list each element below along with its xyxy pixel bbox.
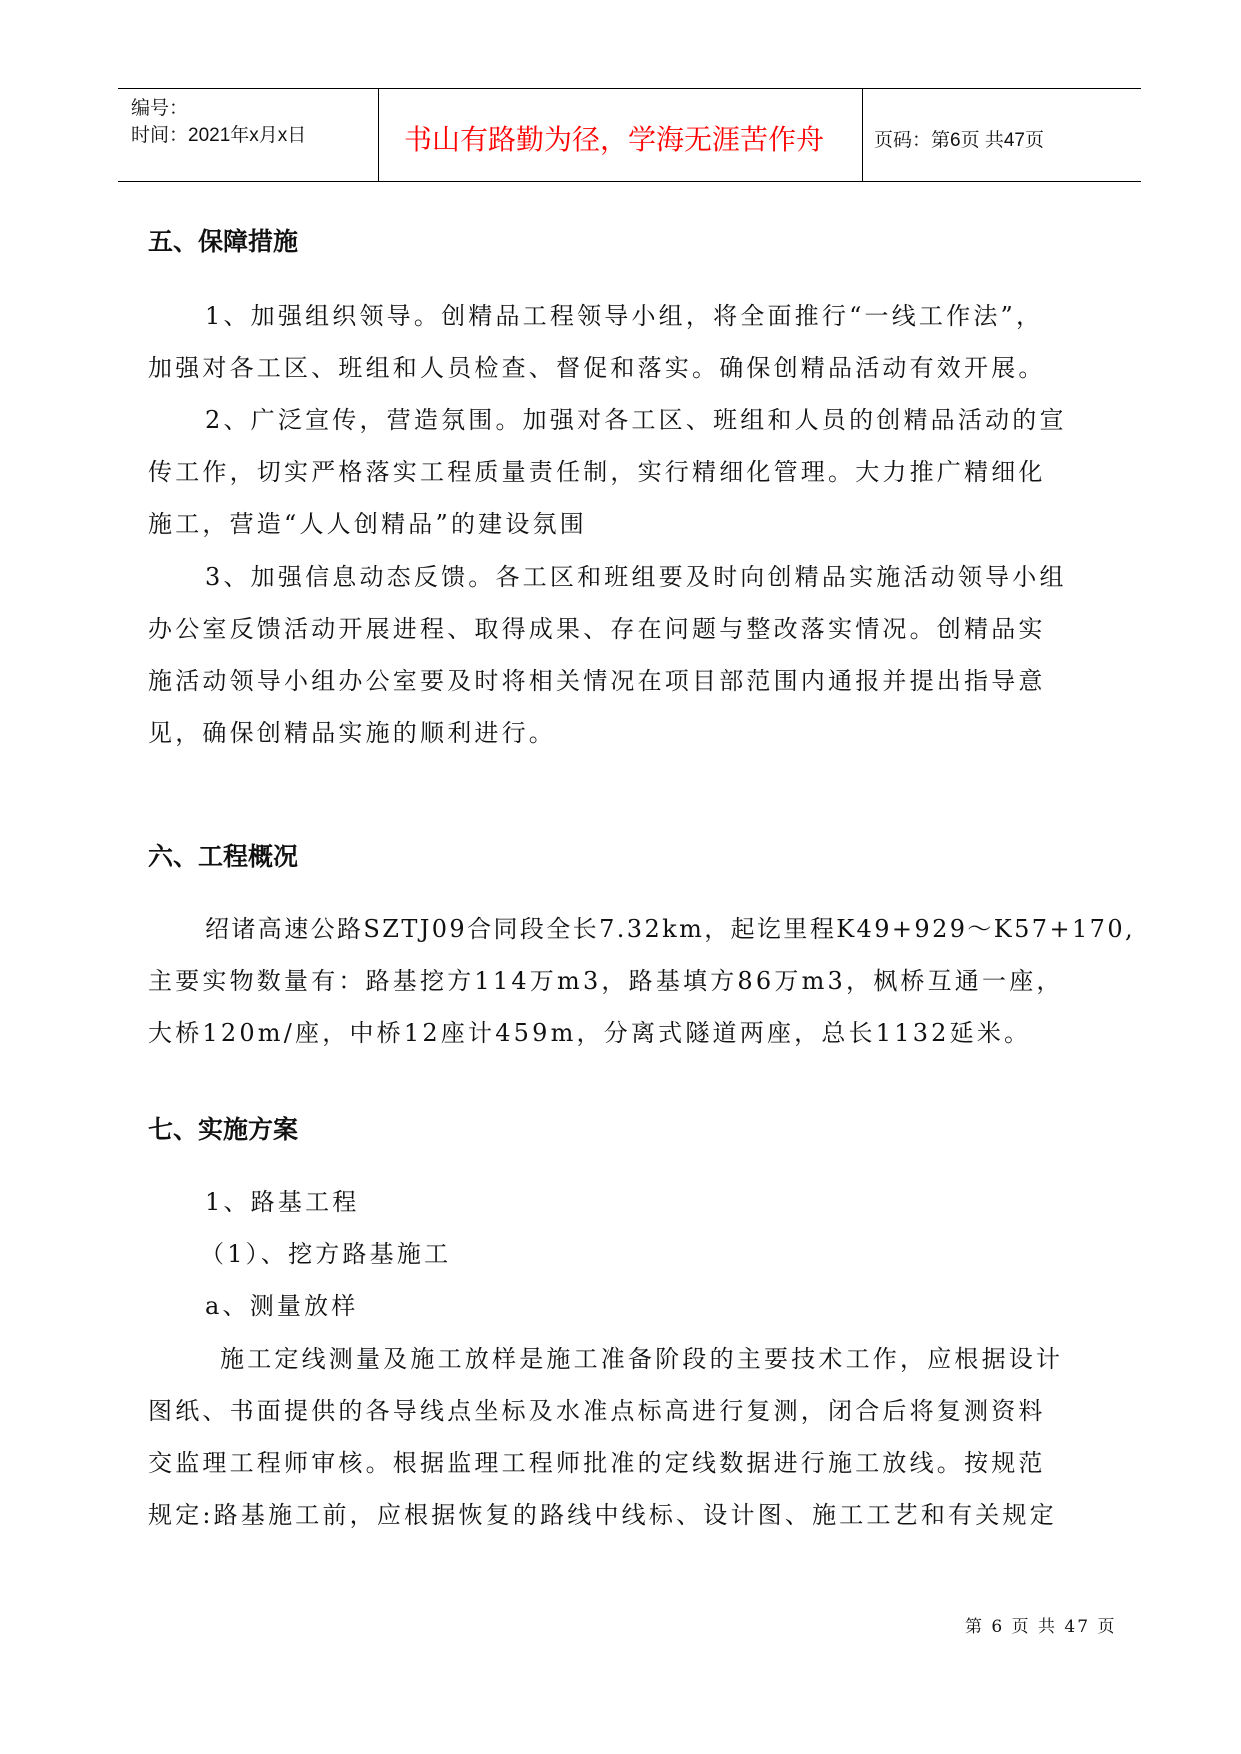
section-heading: 七、实施方案 — [148, 1115, 299, 1144]
paragraph-line: 传工作，切实严格落实工程质量责任制，实行精细化管理。大力推广精细化 — [148, 458, 1046, 486]
paragraph-line: 3、加强信息动态反馈。各工区和班组要及时向创精品实施活动领导小组 — [205, 563, 1067, 591]
paragraph-line: 1、路基工程 — [205, 1188, 360, 1216]
paragraph-line: 见，确保创精品实施的顺利进行。 — [148, 719, 556, 747]
paragraph-line: 主要实物数量有：路基挖方114万m3，路基填方86万m3，枫桥互通一座， — [148, 967, 1064, 995]
section-heading: 五、保障措施 — [148, 227, 299, 256]
document-number-label: 编号： — [131, 98, 189, 119]
page-footer: 第 6 页 共 47 页 — [965, 1617, 1117, 1637]
paragraph-line: 施工，营造“人人创精品”的建设氛围 — [148, 510, 587, 538]
header-motto: 书山有路勤为径，学海无涯苦作舟 — [404, 123, 825, 156]
paragraph-line: 交监理工程师审核。根据监理工程师批准的定线数据进行施工放线。按规范 — [148, 1449, 1046, 1477]
paragraph-line: a、测量放样 — [205, 1292, 359, 1320]
paragraph-line: 图纸、书面提供的各导线点坐标及水准点标高进行复测，闭合后将复测资料 — [148, 1397, 1046, 1425]
paragraph-line: 2、广泛宣传，营造氛围。加强对各工区、班组和人员的创精品活动的宣 — [205, 406, 1067, 434]
document-date: 时间：2021年x月x日 — [131, 125, 307, 146]
paragraph-line: 办公室反馈活动开展进程、取得成果、存在问题与整改落实情况。创精品实 — [148, 615, 1046, 643]
paragraph-line: 规定:路基施工前，应根据恢复的路线中线标、设计图、施工工艺和有关规定 — [148, 1501, 1057, 1529]
header-page-number: 页码：第6页 共47页 — [874, 130, 1044, 151]
header-divider — [378, 89, 379, 181]
header-top-rule — [118, 88, 1141, 89]
paragraph-line: 绍诸高速公路SZTJ09合同段全长7.32km，起讫里程K49+929～K57+170, — [205, 915, 1136, 943]
paragraph-line: 大桥120m/座，中桥12座计459m，分离式隧道两座，总长1132延米。 — [148, 1019, 1032, 1047]
section-heading: 六、工程概况 — [148, 842, 299, 871]
paragraph-line: 施活动领导小组办公室要及时将相关情况在项目部范围内通报并提出指导意 — [148, 667, 1046, 695]
paragraph-line: 施工定线测量及施工放样是施工准备阶段的主要技术工作，应根据设计 — [220, 1345, 1064, 1373]
header-divider — [862, 89, 863, 181]
paragraph-line: （1）、挖方路基施工 — [200, 1240, 452, 1268]
paragraph-line: 加强对各工区、班组和人员检查、督促和落实。确保创精品活动有效开展。 — [148, 354, 1046, 382]
header-bottom-rule — [118, 181, 1141, 182]
paragraph-line: 1、加强组织领导。创精品工程领导小组，将全面推行“一线工作法”， — [205, 302, 1044, 330]
